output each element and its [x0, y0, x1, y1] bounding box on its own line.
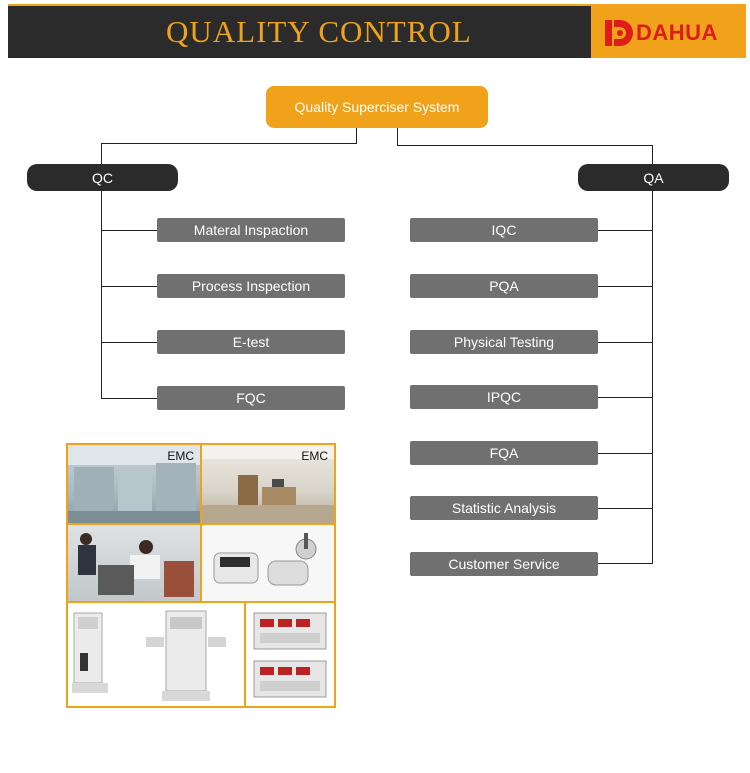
workers-inspection-photo — [68, 525, 200, 601]
workers-image — [68, 525, 200, 601]
qa-item: IPQC — [410, 385, 598, 409]
brand-logo — [591, 6, 746, 58]
qa-node: QA — [578, 164, 729, 191]
hardness-tester-image — [68, 603, 244, 706]
qa-item: Statistic Analysis — [410, 496, 598, 520]
qc-trunk-line — [101, 191, 102, 399]
qa-item: PQA — [410, 274, 598, 298]
measurement-equipment-photo — [246, 603, 334, 706]
qc-branch-line — [101, 286, 158, 287]
qa-item: Physical Testing — [410, 330, 598, 354]
qc-node: QC — [27, 164, 178, 191]
qa-branch-line — [597, 230, 653, 231]
emc-chamber-photo — [68, 445, 200, 523]
root-node: Quality Superciser System — [266, 86, 488, 128]
root-left-connector — [101, 143, 102, 165]
qc-item: FQC — [157, 386, 345, 410]
qc-item: Materal Inspaction — [157, 218, 345, 242]
qa-branch-line — [597, 508, 653, 509]
qa-branch-line — [597, 342, 653, 343]
hardness-tester-photo — [68, 603, 244, 706]
root-left-connector — [101, 143, 357, 144]
qc-branch-line — [101, 230, 158, 231]
qa-branch-line — [597, 286, 653, 287]
qa-item: Customer Service — [410, 552, 598, 576]
emc-label: EMC — [167, 449, 194, 463]
instruments-image — [202, 525, 334, 601]
qa-item: FQA — [410, 441, 598, 465]
root-right-connector — [397, 128, 398, 146]
qa-branch-line — [597, 397, 653, 398]
qc-item: Process Inspection — [157, 274, 345, 298]
qa-branch-line — [597, 453, 653, 454]
photo-collage — [66, 443, 336, 708]
brand-name: DAHUA — [636, 20, 718, 45]
emc-lab-photo — [202, 445, 334, 523]
measurement-equipment-image — [246, 603, 334, 706]
header-banner — [8, 4, 746, 58]
qc-branch-line — [101, 398, 158, 399]
test-instruments-photo — [202, 525, 334, 601]
emc-label: EMC — [301, 449, 328, 463]
qa-item: IQC — [410, 218, 598, 242]
root-right-connector — [397, 145, 653, 146]
root-left-connector — [356, 128, 357, 144]
dahua-d-logo-icon — [605, 18, 635, 48]
page-title: QUALITY CONTROL — [166, 14, 472, 49]
qa-branch-line — [597, 563, 653, 564]
qc-item: E-test — [157, 330, 345, 354]
root-right-connector — [652, 145, 653, 165]
qc-branch-line — [101, 342, 158, 343]
